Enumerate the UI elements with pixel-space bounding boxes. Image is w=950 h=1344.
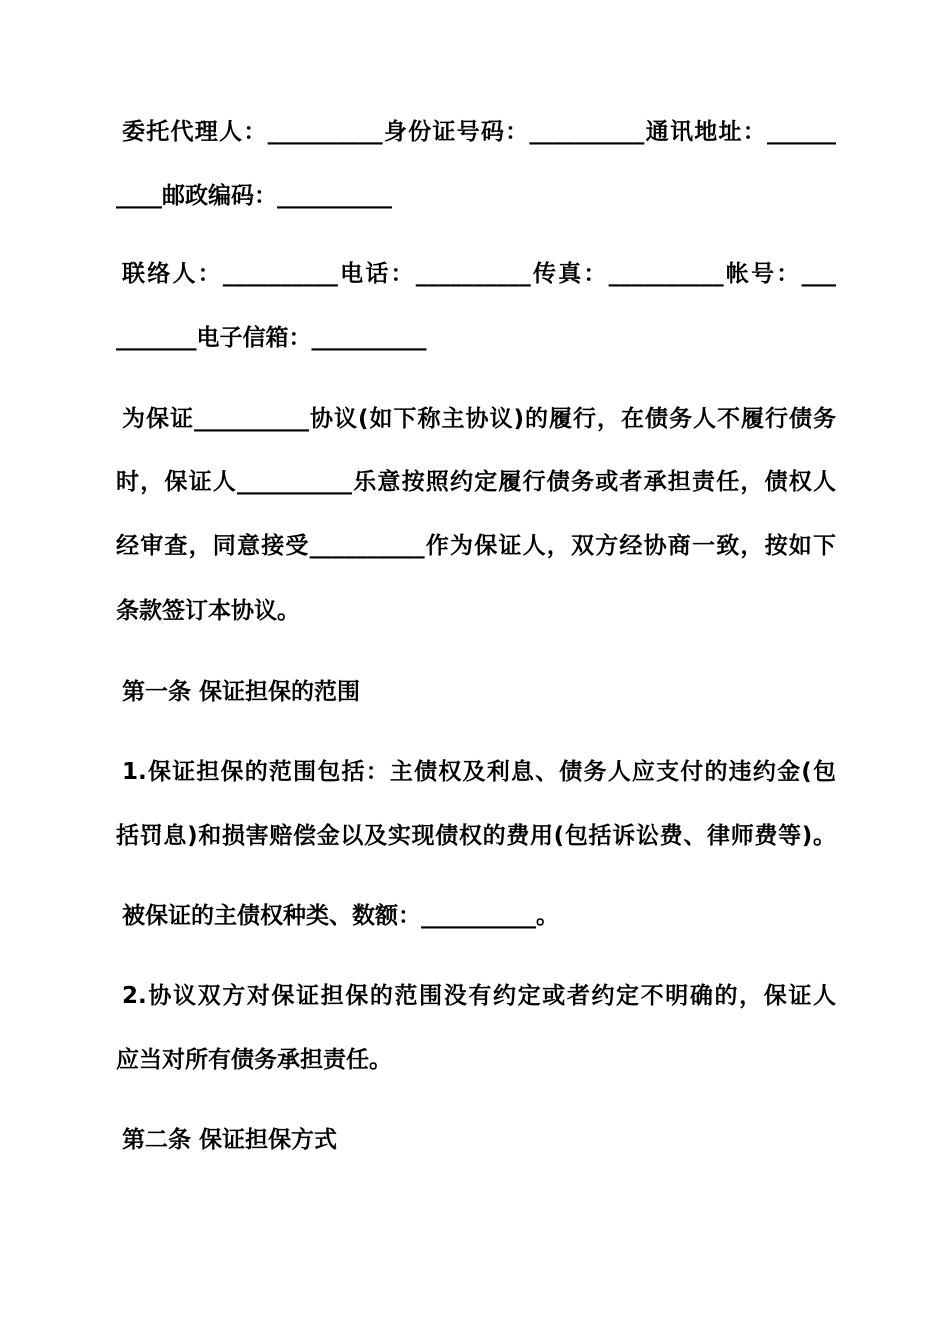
- agent-info-line-2: ____邮政编码：__________: [116, 183, 392, 209]
- agent-info-line-1: 委托代理人：__________身份证号码：__________通讯地址：______: [122, 119, 836, 145]
- preamble-line-3: 经审查，同意接受__________作为保证人，双方经协商一致，按如下: [116, 533, 836, 559]
- article-1-clause-1-line-2: 括罚息)和损害赔偿金以及实现债权的费用(包括诉讼费、律师费等)。: [116, 823, 836, 849]
- preamble-line-1: 为保证__________协议(如下称主协议)的履行，在债务人不履行债务: [122, 406, 836, 432]
- article-2-heading: 第二条 保证担保方式: [122, 1127, 338, 1153]
- contact-info-line-2: _______电子信箱：__________: [116, 325, 427, 351]
- preamble-line-2: 时，保证人__________乐意按照约定履行债务或者承担责任，债权人: [116, 469, 836, 495]
- article-1-clause-1-line-1: 1.保证担保的范围包括：主债权及利息、债务人应支付的违约金(包: [122, 759, 836, 785]
- article-1-clause-2-line-2: 应当对所有债务承担责任。: [116, 1047, 392, 1073]
- article-1-clause-2-line-1: 2.协议双方对保证担保的范围没有约定或者约定不明确的，保证人: [122, 983, 836, 1009]
- secured-debt-line: 被保证的主债权种类、数额：__________。: [122, 903, 559, 929]
- article-1-heading: 第一条 保证担保的范围: [122, 679, 361, 705]
- preamble-line-4: 条款签订本协议。: [116, 598, 300, 624]
- contact-info-line-1: 联络人：__________电话：__________传真：__________帐号：___: [122, 261, 836, 287]
